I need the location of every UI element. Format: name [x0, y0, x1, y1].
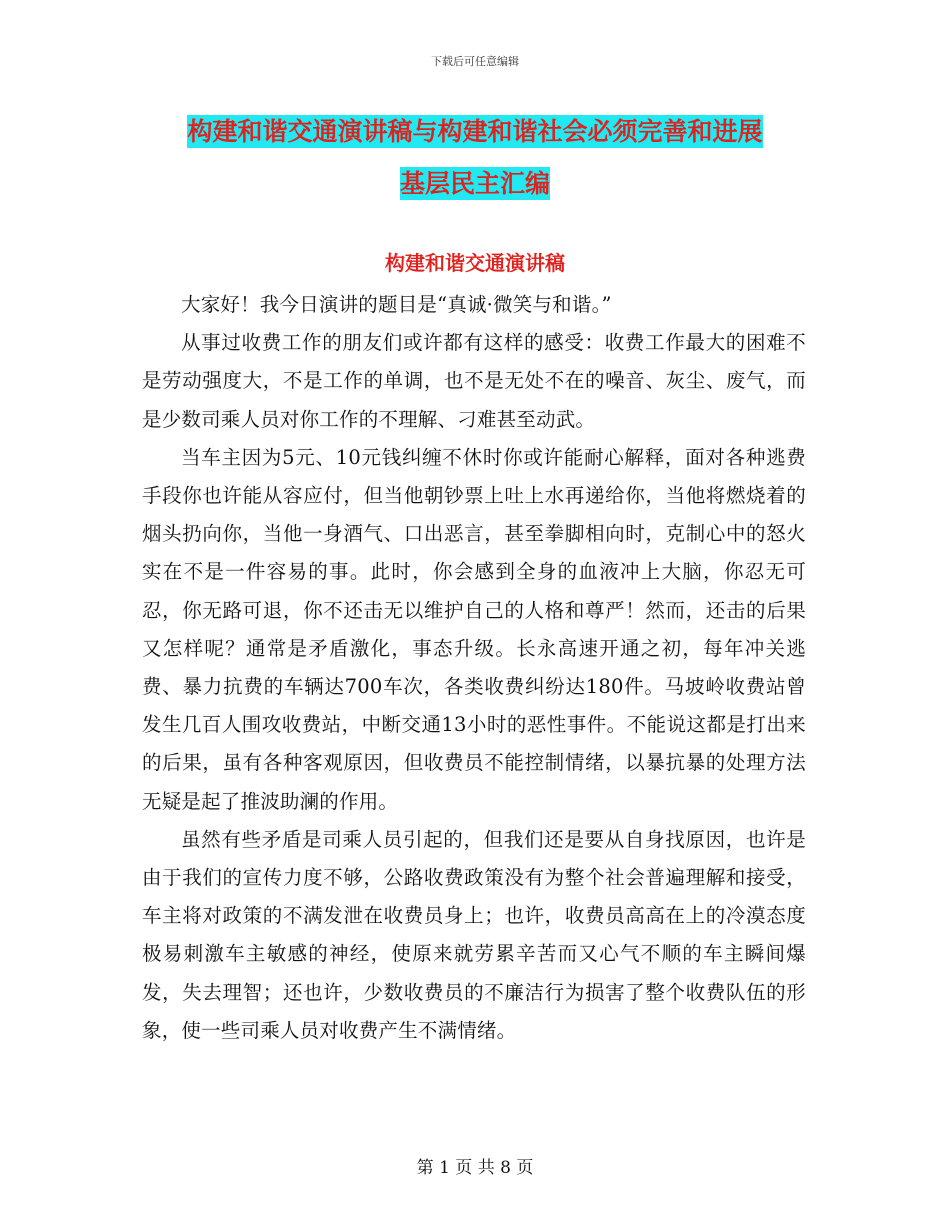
page-number-footer: 第 1 页 共 8 页	[416, 1158, 534, 1178]
paragraph-greeting: 大家好！我今日演讲的题目是“真诚·微笑与和谐。”	[181, 293, 612, 316]
document-body	[142, 286, 806, 1050]
document-title-line-2: 基层民主汇编	[399, 169, 550, 198]
document-title-line-1: 构建和谐交通演讲稿与构建和谐社会必须完善和进展	[187, 117, 763, 146]
document-title	[142, 106, 808, 210]
page-header-note: 下载后可任意编辑	[431, 55, 519, 68]
paragraph: 从事过收费工作的朋友们或许都有这样的感受：收费工作最大的困难不是劳动强度大，不是工作的单调，也不是无处不在的噪音、灰尘、废气，而是少数司乘人员对你工作的不理解、刁难甚至动武。	[142, 331, 806, 431]
paragraph: 当车主因为5元、10元钱纠缠不休时你或许能耐心解释，面对各种逃费手段你也许能从容应付，但当他朝钞票上吐上水再递给你，当他将燃烧着的烟头扔向你，当他一身酒气、口出恶言，甚至拳脚相向时，克制心中的怒火实在不是一件容易的事。此时，你会感到全身的血液冲上大脑，你忍无可忍，你无路可退，你不还击无以维护自己的人格和尊严！然而，还击的后果又怎样呢？通常是矛盾激化，事态升级。长永高速开通之初，每年冲关逃费、暴力抗费的车辆达700车次，各类收费纠纷达180件。马坡岭收费站曾发生几百人围攻收费站，中断交通13小时的恶性事件。不能说这都是打出来的后果，虽有各种客观原因，但收费员不能控制情绪，以暴抗暴的处理方法无疑是起了推波助澜的作用。	[142, 445, 806, 813]
section-title: 构建和谐交通演讲稿	[385, 251, 565, 275]
paragraph: 虽然有些矛盾是司乘人员引起的，但我们还是要从自身找原因，也许是由于我们的宣传力度不够，公路收费政策没有为整个社会普遍理解和接受，车主将对政策的不满发泄在收费员身上；也许，收费员高高在上的冷漠态度极易刺激车主敏感的神经，使原来就劳累辛苦而又心气不顺的车主瞬间爆发，失去理智；还也许，少数收费员的不廉洁行为损害了整个收费队伍的形象，使一些司乘人员对收费产生不满情绪。	[142, 827, 806, 1042]
